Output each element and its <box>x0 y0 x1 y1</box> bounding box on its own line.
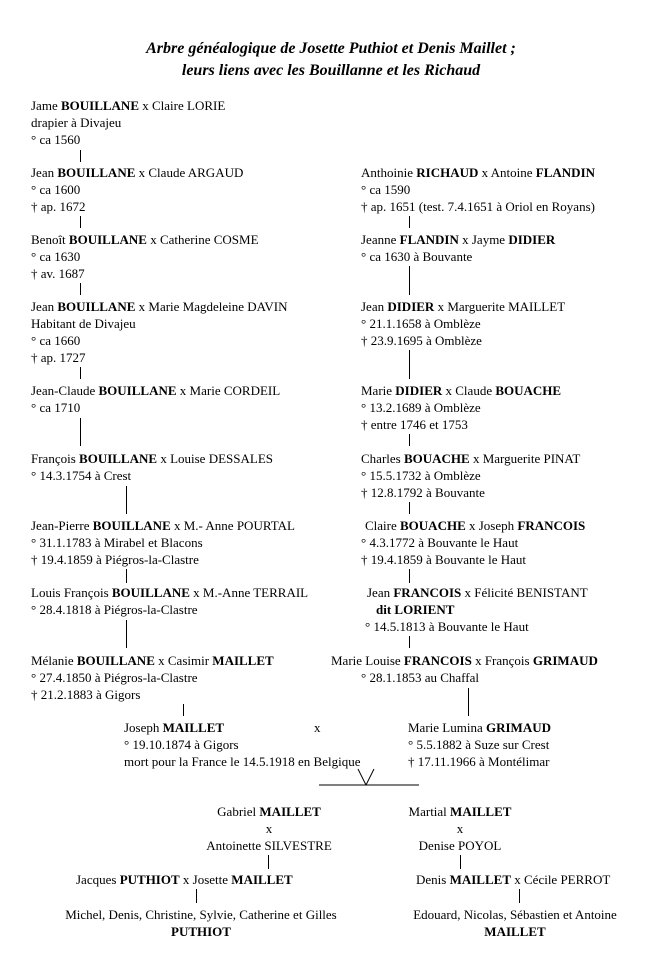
marriage-x: x <box>314 720 321 735</box>
couple-martial-maillet: Martial MAILLET x Denise POYOL <box>408 804 512 853</box>
couple-claire-bouache: Claire BOUACHE x Joseph FRANCOIS ° 4.3.1772 à Bouvante le Haut † 19.4.1859 à Bouvante le Haut <box>361 518 586 567</box>
connector-line <box>460 855 461 869</box>
connector-line <box>268 855 269 869</box>
connector-line <box>519 889 520 903</box>
couple-marie-louise-francois: Marie Louise FRANCOIS x François GRIMAUD ° 28.1.1853 au Chaffal <box>331 653 598 685</box>
page-title-line2: leurs liens avec les Bouillanne et les Richaud <box>181 62 481 79</box>
couple-francois-bouillane: François BOUILLANE x Louise DESSALES ° 14.3.1754 à Crest <box>31 451 273 483</box>
couple-jean-didier: Jean DIDIER x Marguerite MAILLET ° 21.1.1658 à Omblèze † 23.9.1695 à Omblèze <box>361 299 566 348</box>
person-marie-lumina-grimaud: Marie Lumina GRIMAUD ° 5.5.1882 à Suze sur Crest † 17.11.1966 à Montélimar <box>408 720 551 769</box>
children-puthiot: Michel, Denis, Christine, Sylvie, Catherine et Gilles PUTHIOT <box>65 907 337 939</box>
couple-jean-bouillane-1: Jean BOUILLANE x Claude ARGAUD ° ca 1600 † ap. 1672 <box>31 165 244 214</box>
couple-gabriel-maillet: Gabriel MAILLET x Antoinette SILVESTRE <box>206 804 332 853</box>
couple-benoit-bouillane: Benoît BOUILLANE x Catherine COSME ° ca 1630 † av. 1687 <box>31 232 259 281</box>
couple-jean-bouillane-2: Jean BOUILLANE x Marie Magdeleine DAVIN Habitant de Divajeu ° ca 1660 † ap. 1727 <box>31 299 288 365</box>
couple-charles-bouache: Charles BOUACHE x Marguerite PINAT ° 15.5.1732 à Omblèze † 12.8.1792 à Bouvante <box>361 451 581 500</box>
couple-marie-didier: Marie DIDIER x Claude BOUACHE ° 13.2.1689 à Omblèze † entre 1746 et 1753 <box>361 383 562 432</box>
couple-melanie-bouillane: Mélanie BOUILLANE x Casimir MAILLET ° 27.4.1850 à Piégros-la-Clastre † 21.2.1883 à Gigors <box>31 653 274 702</box>
couple-jean-francois: Jean FRANCOIS x Félicité BENISTANT dit LORIENT ° 14.5.1813 à Bouvante le Haut <box>365 585 588 634</box>
couple-anthoinie-richaud: Anthoinie RICHAUD x Antoine FLANDIN ° ca 1590 † ap. 1651 (test. 7.4.1651 à Oriol en Royans) <box>361 165 596 214</box>
person-joseph-maillet: Joseph MAILLET ° 19.10.1874 à Gigors mort pour la France le 14.5.1918 en Belgique <box>124 720 361 769</box>
couple-jean-claude-bouillane: Jean-Claude BOUILLANE x Marie CORDEIL ° ca 1710 <box>31 383 281 415</box>
couple-louis-francois-bouillane: Louis François BOUILLANE x M.-Anne TERRAIL ° 28.4.1818 à Piégros-la-Clastre <box>31 585 309 617</box>
couple-jacques-puthiot: Jacques PUTHIOT x Josette MAILLET <box>76 872 293 887</box>
connector-line <box>196 889 197 903</box>
children-maillet: Edouard, Nicolas, Sébastien et Antoine MAILLET <box>413 907 617 939</box>
page-title-line1: Arbre généalogique de Josette Puthiot et Denis Maillet ; <box>146 40 516 57</box>
couple-jeanne-flandin: Jeanne FLANDIN x Jayme DIDIER ° ca 1630 à Bouvante <box>361 232 556 264</box>
couple-denis-maillet: Denis MAILLET x Cécile PERROT <box>416 872 611 887</box>
couple-jean-pierre-bouillane: Jean-Pierre BOUILLANE x M.- Anne POURTAL ° 31.1.1783 à Mirabel et Blacons † 19.4.1859 à Piégros-la-Clastre <box>31 518 295 567</box>
couple-jame-bouillane: Jame BOUILLANE x Claire LORIE drapier à Divajeu ° ca 1560 <box>31 98 226 147</box>
